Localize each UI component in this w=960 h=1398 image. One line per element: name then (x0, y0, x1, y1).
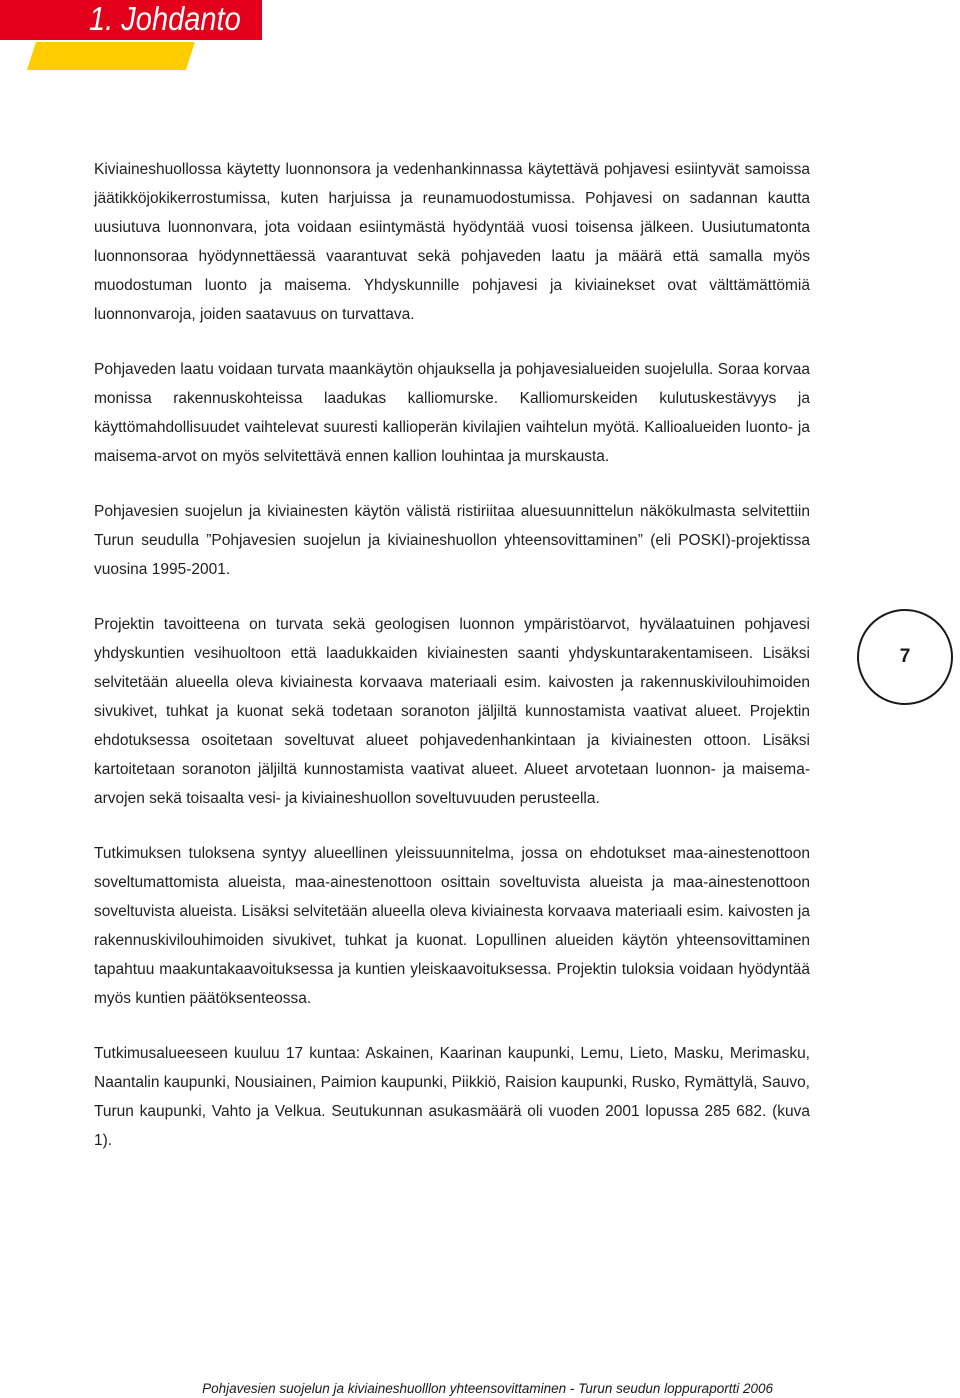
paragraph: Projektin tavoitteena on turvata sekä geologisen luonnon ympäristöarvot, hyvälaatuinen pohjavesi yhdyskuntien vesihuoltoon että laadukkaiden kiviainesten saanti yhdyskuntarakentamiseen. Lisäksi selvitetään alueella oleva kiviainesta korvaava materiaali esim. kaivosten ja rakennuskivilouhimoiden sivukivet, tuhkat ja kuonat sekä todetaan soranoton jäljiltä kunnostamista vaativat alueet. Projektin ehdotuksessa osoitetaan soveltuvat alueet pohjavedenhankintaan ja kiviainesten ottoon. Lisäksi kartoitetaan soranoton jäljiltä kunnostamista vaativat alueet. Alueet arvotetaan luonnon- ja maisema-arvojen sekä toisaalta vesi- ja kiviaineshuollon soveltuvuuden perusteella. (94, 616, 810, 807)
chapter-header (0, 0, 960, 75)
body-text (94, 155, 810, 1181)
paragraph: Pohjaveden laatu voidaan turvata maankäytön ohjauksella ja pohjavesialueiden suojelulla. Soraa korvaa monissa rakennuskohteissa laadukas kalliomurske. Kalliomurskeiden kulutuskestävyys ja käyttömahdollisuudet vaihtelevat suuresti kallioperän kivilajien vaihtelun myötä. Kallioalueiden luonto- ja maisema-arvot on myös selvitettävä ennen kallion louhintaa ja murskausta. (94, 361, 810, 465)
chapter-title: 1. Johdanto (89, 0, 241, 37)
paragraph: Tutkimusalueeseen kuuluu 17 kuntaa: Askainen, Kaarinan kaupunki, Lemu, Lieto, Masku, Merimasku, Naantalin kaupunki, Nousiainen, Paimion kaupunki, Piikkiö, Raision kaupunki, Rusko, Rymättylä, Sauvo, Turun kaupunki, Vahto ja Velkua. Seutukunnan asukasmäärä oli vuoden 2001 lopussa 285 682. (kuva 1). (94, 1045, 810, 1149)
page-number-circle (857, 609, 953, 705)
paragraph: Tutkimuksen tuloksena syntyy alueellinen yleissuunnitelma, jossa on ehdotukset maa-ainestenottoon soveltumattomista alueista, maa-ainestenottoon osittain soveltuvista alueista ja maa-ainestenottoon soveltuvista alueista. Lisäksi selvitetään alueella oleva kiviainesta korvaava materiaali esim. kaivosten ja rakennuskivilouhimoiden sivukivet, tuhkat ja kuonat. Lopullinen alueiden käytön yhteensovittaminen tapahtuu maakuntakaavoituksessa ja kuntien yleiskaavoituksessa. Projektin tuloksia voidaan hyödyntää myös kuntien päätöksenteossa. (94, 845, 810, 1007)
page-footer: Pohjavesien suojelun ja kiviaineshuolllon yhteensovittaminen - Turun seudun loppuraportti 2006 (202, 1381, 773, 1396)
page-number: 7 (899, 646, 911, 667)
paragraph: Kiviaineshuollossa käytetty luonnonsora ja vedenhankinnassa käytettävä pohjavesi esiintyvät samoissa jäätikköjokikerrostumissa, kuten harjuissa ja reunamuodostumissa. Pohjavesi on sadannan kautta uusiutuva luonnonvara, jota voidaan esiintymästä hyödyntää vuosi toisensa jälkeen. Uusiutumatonta luonnonsoraa hyödynnettäessä vaarantuvat sekä pohjaveden laatu ja määrä että samalla myös muodostuman luonto ja maisema. Yhdyskunnille pohjavesi ja kiviainekset ovat välttämättömiä luonnonvaroja, joiden saatavuus on turvattava. (94, 161, 810, 323)
header-yellow-band (27, 42, 195, 70)
paragraph: Pohjavesien suojelun ja kiviainesten käytön välistä ristiriitaa aluesuunnittelun näkökulmasta selvitettiin Turun seudulla ”Pohjavesien suojelun ja kiviaineshuollon yhteensovittaminen” (eli POSKI)-projektissa vuosina 1995-2001. (94, 503, 810, 578)
